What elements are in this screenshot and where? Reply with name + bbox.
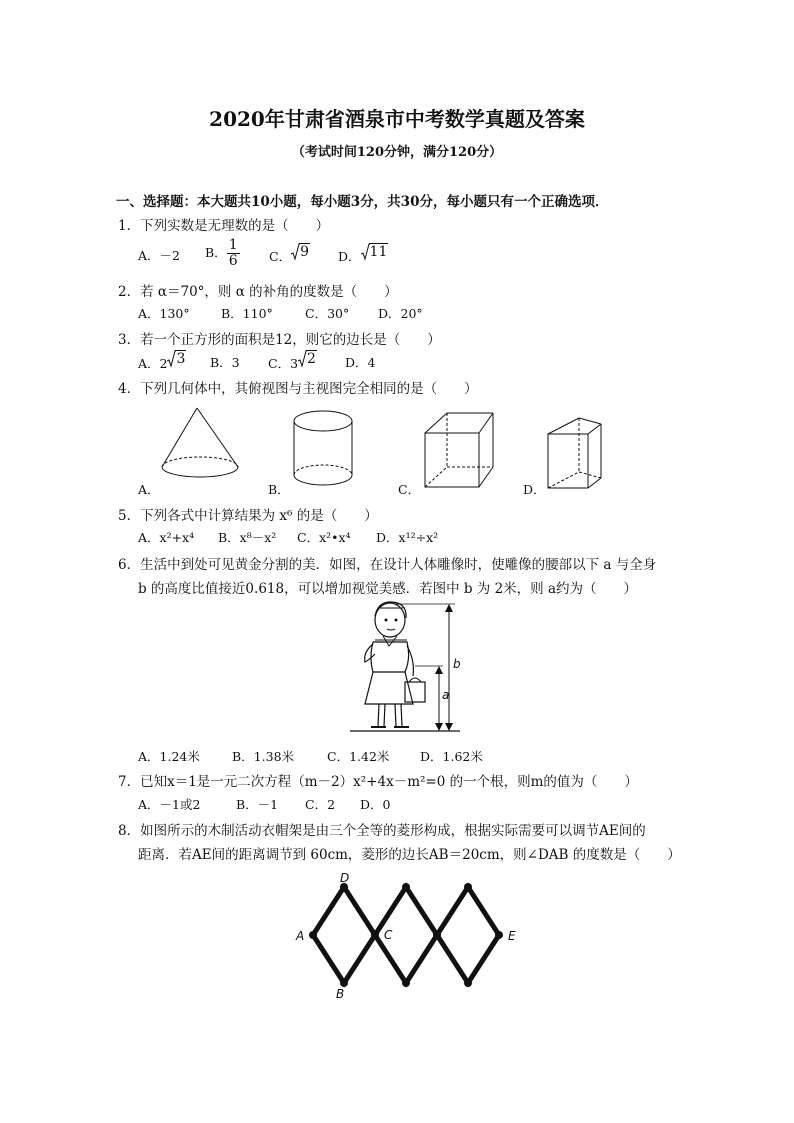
q4-option-b: B．: [268, 482, 290, 497]
label-point-C: C: [384, 928, 393, 942]
q1-option-b: B． $\frac{1}{6}$: [205, 237, 238, 269]
page-subtitle: （考试时间120分钟，满分120分）: [291, 145, 503, 160]
sqrt-icon: 11: [361, 243, 389, 261]
sqrt-icon: 3: [167, 350, 186, 368]
q5-option-d: D．x¹²÷x²: [376, 530, 439, 545]
q7-option-c: C．2: [305, 797, 336, 812]
cube-figure: [415, 410, 500, 490]
label-a: a: [442, 688, 450, 702]
q3-option-c: C．3 2: [268, 351, 316, 371]
label-point-E: E: [508, 929, 516, 943]
sqrt-icon: 9: [291, 243, 310, 261]
q7-option-b: B．－1: [236, 797, 279, 812]
q7-option-d: D．0: [360, 797, 391, 812]
q2-option-c: C．30°: [305, 306, 350, 321]
cylinder-figure: [285, 405, 365, 490]
q5-option-a: A．x²+x⁴: [138, 530, 195, 545]
q6-option-a: A．1.24米: [138, 749, 200, 764]
q3-option-d: D．4: [345, 355, 376, 370]
cone-figure: [150, 405, 245, 485]
q5-option-b: B．x⁸－x²: [218, 530, 277, 545]
q6-option-d: D．1.62米: [420, 749, 483, 764]
q2-option-a: A．130°: [138, 306, 190, 321]
q1-option-c: C． 9: [269, 244, 309, 264]
question-7-stem: 7．已知x＝1是一元二次方程（m－2）x²+4x－m²=0 的一个根，则m的值为（ ）: [118, 774, 638, 790]
coat-rack-rhombus-figure: [290, 868, 530, 1003]
question-6-stem-line1: 6．生活中到处可见黄金分割的美．如图，在设计人体雕像时，使雕像的腰部以下 a 与全身: [118, 557, 657, 573]
q3-option-a: A．2 3: [138, 351, 186, 371]
q2-option-d: D．20°: [378, 306, 423, 321]
q2-option-b: B．110°: [221, 306, 273, 321]
question-1-stem: 1．下列实数是无理数的是（ ）: [118, 218, 330, 234]
label-point-D: D: [340, 871, 350, 885]
page-title: 2020年甘肃省酒泉市中考数学真题及答案: [209, 107, 585, 131]
question-5-stem: 5．下列各式中计算结果为 x⁶ 的是（ ）: [118, 508, 378, 524]
question-6-stem-line2: b 的高度比值接近0.618，可以增加视觉美感．若图中 b 为 2米，则 a约为（ ）: [138, 581, 638, 597]
question-8-stem-line1: 8．如图所示的木制活动衣帽架是由三个全等的菱形构成，根据实际需要可以调节AE间的: [118, 823, 646, 839]
question-8-stem-line2: 距离．若AE间的距离调节到 60cm，菱形的边长AB＝20cm，则∠DAB 的度数是（ ）: [138, 847, 681, 863]
question-3-stem: 3．若一个正方形的面积是12，则它的边长是（ ）: [118, 332, 441, 348]
q4-option-d: D．: [523, 482, 546, 497]
question-2-stem: 2．若 α＝70°，则 α 的补角的度数是（ ）: [118, 284, 398, 300]
label-b: b: [453, 657, 461, 671]
fraction: $\frac{1}{6}$: [228, 237, 238, 269]
prism-figure: [540, 412, 610, 492]
q1-option-a: A．－2: [138, 248, 180, 263]
question-4-stem: 4．下列几何体中，其俯视图与主视图完全相同的是（ ）: [118, 381, 478, 397]
section-heading: 一、选择题：本大题共10小题，每小题3分，共30分，每小题只有一个正确选项．: [116, 194, 609, 210]
q4-option-c: C．: [398, 482, 421, 497]
q6-option-b: B．1.38米: [232, 749, 295, 764]
q1-option-d: D． 11: [338, 244, 388, 264]
q4-option-a: A．: [138, 482, 160, 497]
sqrt-icon: 2: [298, 350, 317, 368]
q7-option-a: A．－1或2: [138, 797, 201, 812]
q5-option-c: C．x²•x⁴: [297, 530, 351, 545]
label-point-A: A: [296, 929, 305, 943]
q6-option-c: C．1.42米: [327, 749, 390, 764]
label-point-B: B: [336, 987, 345, 1001]
q3-option-b: B．3: [210, 355, 240, 370]
